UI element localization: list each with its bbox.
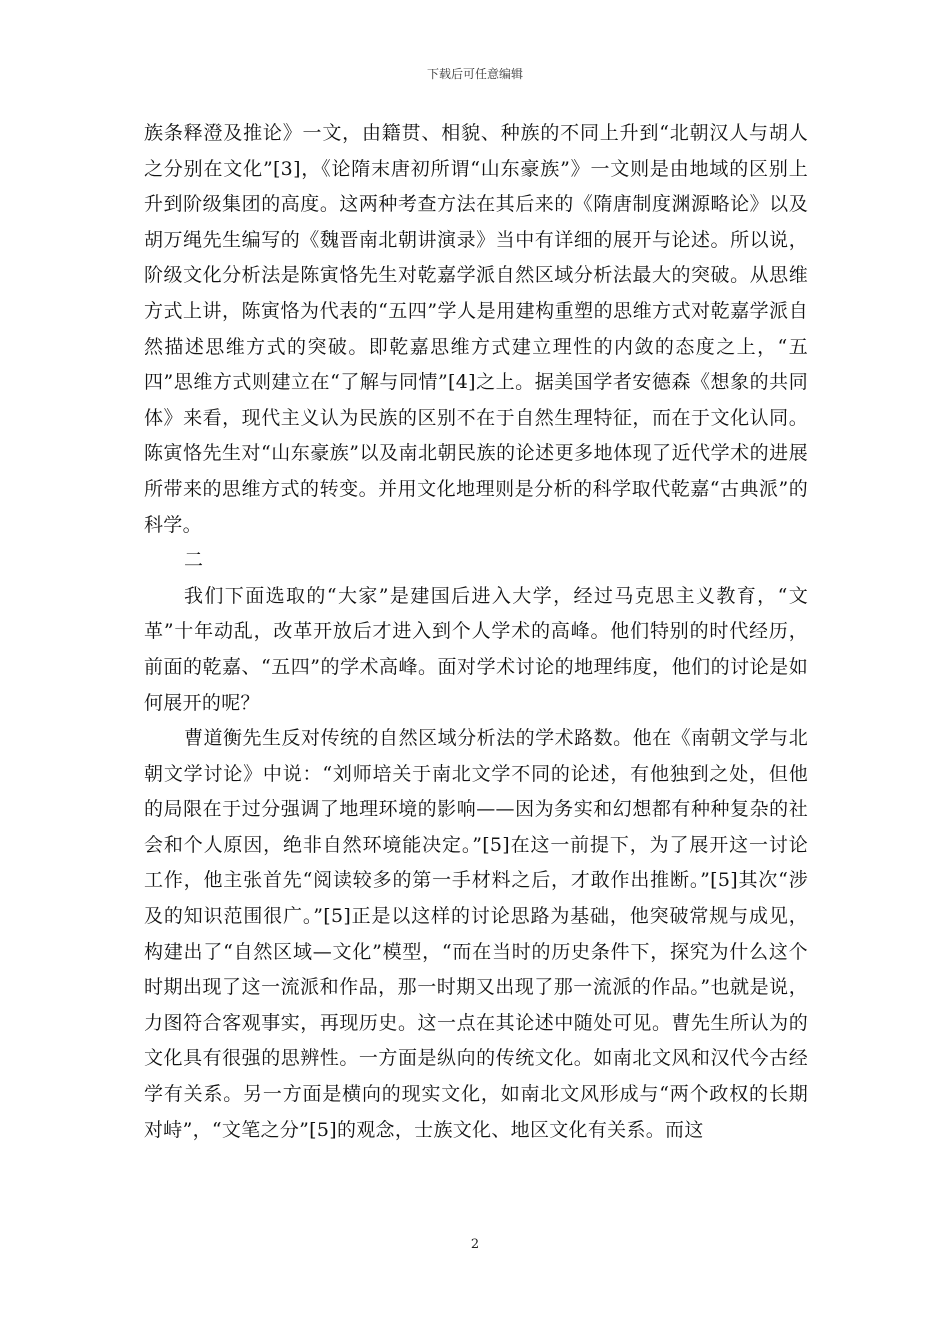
document-body	[144, 116, 808, 1148]
page-header: 下载后可任意编辑	[426, 67, 523, 81]
paragraph: 曹道衡先生反对传统的自然区域分析法的学术路数。他在《南朝文学与北朝文学讨论》中说：“刘师培关于南北文学不同的论述，有他独到之处，但他的局限在于过分强调了地理环境的影响——因为务实和幻想都有种种复杂的社会和个人原因，绝非自然环境能决定。”[5]在这一前提下，为了展开这一讨论工作，他主张首先“阅读较多的第一手材料之后，才敢作出推断。”[5]其次“涉及的知识范围很广。”[5]正是以这样的讨论思路为基础，他突破常规与成见，构建出了“自然区域—文化”模型，“而在当时的历史条件下，探究为什么这个时期出现了这一流派和作品，那一时期又出现了那一流派的作品。”也就是说，力图符合客观事实，再现历史。这一点在其论述中随处可见。曹先生所认为的文化具有很强的思辨性。一方面是纵向的传统文化。如南北文风和汉代今古经学有关系。另一方面是横向的现实文化，如南北文风形成与“两个政权的长期对峙”，“文笔之分”[5]的观念，士族文化、地区文化有关系。而这	[144, 727, 808, 1141]
page-number: 2	[470, 1237, 480, 1252]
section-heading: 二	[184, 549, 204, 572]
paragraph-continued: 族条释澄及推论》一文，由籍贯、相貌、种族的不同上升到“北朝汉人与胡人之分别在文化”[3]，《论隋末唐初所谓“山东豪族”》一文则是由地域的区别上升到阶级集团的高度。这两种考查方法在其后来的《隋唐制度渊源略论》以及胡万绳先生编写的《魏晋南北朝讲演录》当中有详细的展开与论述。所以说，阶级文化分析法是陈寅恪先生对乾嘉学派自然区域分析法最大的突破。从思维方式上讲，陈寅恪为代表的“五四”学人是用建构重塑的思维方式对乾嘉学派自然描述思维方式的突破。即乾嘉思维方式建立理性的内敛的态度之上，“五四”思维方式则建立在“了解与同情”[4]之上。据美国学者安德森《想象的共同体》来看，现代主义认为民族的区别不在于自然生理特征，而在于文化认同。陈寅恪先生对“山东豪族”以及南北朝民族的论述更多地体现了近代学术的进展所带来的思维方式的转变。并用文化地理则是分析的科学取代乾嘉“古典派”的科学。	[144, 122, 808, 536]
paragraph: 我们下面选取的“大家”是建国后进入大学，经过马克思主义教育，“文革”十年动乱，改革开放后才进入到个人学术的高峰。他们特别的时代经历，前面的乾嘉、“五四”的学术高峰。面对学术讨论的地理纬度，他们的讨论是如何展开的呢？	[144, 584, 808, 714]
